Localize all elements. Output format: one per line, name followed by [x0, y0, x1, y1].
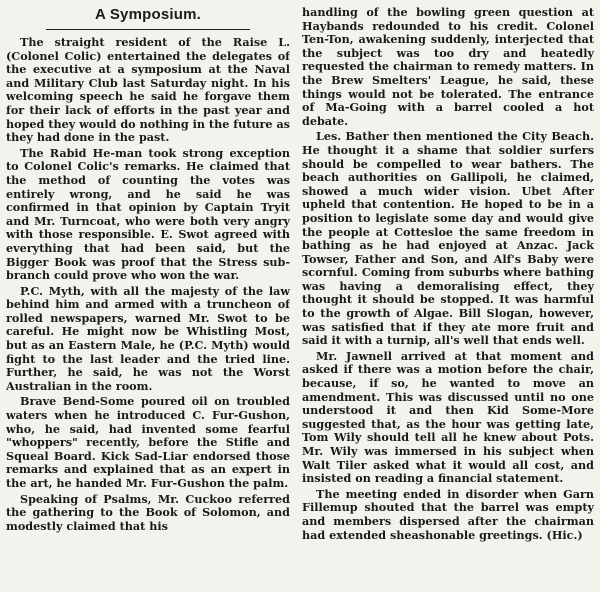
paragraph: Brave Bend-Some poured oil on troubled waters when he introduced C. Fur-Gushon, who, he said, had invented some fearful "whoppers" recently, before the Stifle and Squeal Board. Kick Sad-Liar endorsed those remarks and explained that as an expert in the art, he handed Mr. Fur-Gushon the palm. [6, 394, 290, 490]
title-rule [46, 29, 250, 30]
paragraph: The meeting ended in disorder when Garn Fillemup shouted that the barrel was empty and members dispersed after the chairman had extended sheashonable greetings. (Hic.) [302, 486, 594, 542]
article-title: A Symposium. [94, 6, 202, 23]
paragraph: Les. Bather then mentioned the City Beach. He thought it a shame that soldier surfers should be compelled to wear bathers. The beach authorities on Gallipoli, he claimed, showed a much wider vision. Ubet After upheld that contention. He hoped to be in a position to legislate some day and would give the people at Cottesloe the same freedom in bathing as he had enjoyed at Anzac. Jack Towser, Father and Son, and Alf's Baby were scornful. Coming from suburbs where bathing was having a demoralising effect, they thought it should be stopped. It was harmful to the growth of Algae. Bill Slogan, however, was satisfied that if they ate more fruit and said it with a turnip, all's well that ends well. [302, 129, 594, 348]
left-column [6, 6, 290, 592]
paragraph: The Rabid He-man took strong exception to Colonel Colic's remarks. He claimed that the method of counting the votes was entirely wrong, and he said he was confirmed in that opinion by Captain Tryit and Mr. Turncoat, who were both very angry with those responsible. E. Swot agreed with everything that had been said, but the Bigger Book was proof that the Stress sub-branch could prove who won the war. [6, 145, 290, 283]
right-column [302, 6, 594, 592]
paragraph: Mr. Jawnell arrived at that moment and asked if there was a motion before the chair, because, if so, he wanted to move an amendment. This was discussed until no one understood it and then Kid Some-More suggested that, as the hour was getting late, Tom Wily should tell all he knew about Pots. Mr. Wily was immersed in his subject when Walt Tiler asked what it would all cost, and insisted on reading a financial statement. [302, 348, 594, 486]
paragraph: P.C. Myth, with all the majesty of the law behind him and armed with a truncheon of rolled newspapers, warned Mr. Swot to be careful. He might now be Whistling Most, but as an Eastern Male, he (P.C. Myth) would fight to the last leader and the tried line. Further, he said, he was not the Worst Australian in the room. [6, 283, 290, 393]
paragraph: The straight resident of the Raise L. (Colonel Colic) entertained the delegates of the executive at a symposium at the Naval and Military Club last Saturday night. In his welcoming speech he said he forgave them for their lack of efforts in the past year and hoped they would do nothing in the future as they had done in the past. [6, 35, 290, 145]
paragraph: Speaking of Psalms, Mr. Cuckoo referred the gathering to the Book of Solomon, and modestly claimed that his [6, 491, 290, 533]
paragraph: handling of the bowling green question at Haybands redounded to his credit. Colonel Ten-Ton, awakening suddenly, interjected that the subject was too dry and heatedly requested the chairman to remedy matters. In the Brew Smelters' League, he said, these things would not be tolerated. The entrance of Ma-Going with a barrel cooled a hot debate. [302, 6, 594, 128]
